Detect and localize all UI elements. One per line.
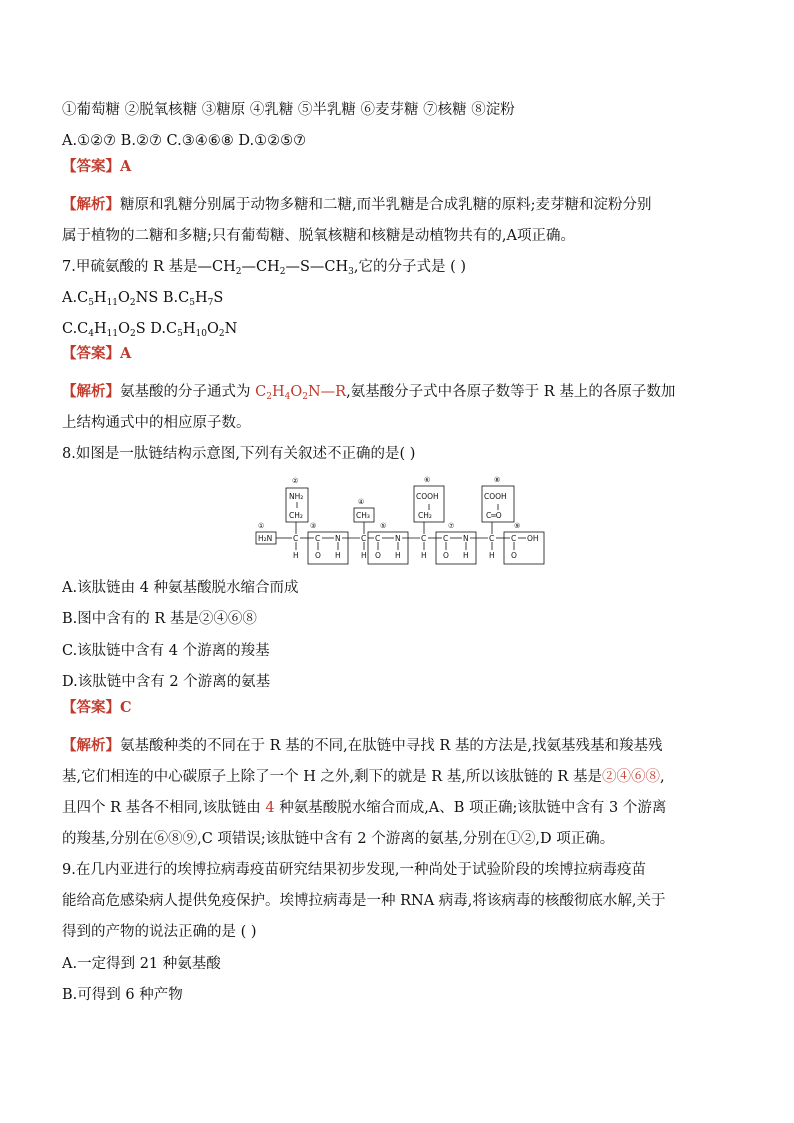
q8-answer xyxy=(62,697,132,719)
q7-options-cd: $C.C_4H_{11}O_2S$ $D.C_5H_{10}O_2N$ xyxy=(62,321,238,339)
analysis-tag: 【解析】 xyxy=(62,196,120,213)
label-5: ⑤ xyxy=(380,522,387,530)
answer-value: A xyxy=(120,345,132,362)
svg-text:OH: OH xyxy=(527,534,539,543)
answer-tag: 【答案】 xyxy=(62,158,120,175)
svg-text:C═O: C═O xyxy=(486,511,502,520)
svg-text:H: H xyxy=(395,551,401,560)
q6-options: A.①②⑦ B.②⑦ C.③④⑥⑧ D.①②⑤⑦ xyxy=(62,133,307,149)
label-6: ⑥ xyxy=(424,476,431,484)
analysis-tag: 【解析】 xyxy=(62,383,120,400)
svg-text:O: O xyxy=(511,551,517,560)
svg-text:N: N xyxy=(463,534,469,543)
q8-option-c: C.该肽链中含有 4 个游离的羧基 xyxy=(62,643,270,659)
svg-text:CH₂: CH₂ xyxy=(418,511,432,520)
label-4: ④ xyxy=(358,498,365,506)
svg-text:C: C xyxy=(315,534,321,543)
svg-text:H: H xyxy=(293,551,299,560)
svg-text:C: C xyxy=(443,534,449,543)
label-3: ③ xyxy=(310,522,317,530)
q8-analysis-line-4: 的羧基,分别在⑥⑧⑨,C 项错误;该肽链中含有 2 个游离的氨基,分别在①②,D 项正确。 xyxy=(62,831,615,847)
label-2: ② xyxy=(292,477,299,485)
svg-text:COOH: COOH xyxy=(416,492,439,501)
q8-stem: 8.如图是一肽链结构示意图,下列有关叙述不正确的是( ) xyxy=(62,446,416,462)
q9-stem-line-1: 9.在几内亚进行的埃博拉病毒疫苗研究结果初步发现,一种尚处于试验阶段的埃博拉病毒疫苗 xyxy=(62,862,646,878)
q7-analysis-line-1: 【解析】氨基酸的分子通式为 $C_2H_4O_2N—R$,氨基酸分子式中各原子数等于 R 基上的各原子数加 xyxy=(62,383,676,402)
svg-text:H₂N: H₂N xyxy=(258,534,273,543)
q8-analysis-line-2: 基,它们相连的中心碳原子上除了一个 H 之外,剩下的就是 R 基,所以该肽链的 R 基是②④⑥⑧, xyxy=(62,769,665,785)
svg-text:N: N xyxy=(335,534,341,543)
svg-text:O: O xyxy=(375,551,381,560)
svg-text:C: C xyxy=(293,534,299,543)
q8-analysis-line-3: 且四个 R 基各不相同,该肽链由 4 种氨基酸脱水缩合而成,A、B 项正确;该肽链中含有 3 个游离 xyxy=(62,800,667,816)
svg-text:H: H xyxy=(335,551,341,560)
answer-tag: 【答案】 xyxy=(62,699,120,716)
svg-text:H: H xyxy=(421,551,427,560)
svg-text:N: N xyxy=(395,534,401,543)
svg-text:C: C xyxy=(361,534,367,543)
q8-option-b: B.图中含有的 R 基是②④⑥⑧ xyxy=(62,611,257,627)
q9-stem-line-3: 得到的产物的说法正确的是 ( ) xyxy=(62,924,257,940)
peptide-chain-diagram xyxy=(250,474,550,570)
q6-answer xyxy=(62,156,131,178)
q8-analysis-line-1: 【解析】氨基酸种类的不同在于 R 基的不同,在肽链中寻找 R 基的方法是,找氨基残基和羧基残 xyxy=(62,737,663,754)
svg-text:CH₃: CH₃ xyxy=(356,511,370,520)
answer-value: C xyxy=(120,699,132,716)
general-formula: $C_2H_4O_2N—R$ xyxy=(255,384,347,402)
svg-text:C: C xyxy=(511,534,517,543)
svg-text:C: C xyxy=(375,534,381,543)
q6-analysis-line-2: 属于植物的二糖和多糖;只有葡萄糖、脱氧核糖和核糖是动植物共有的,A项正确。 xyxy=(62,228,575,244)
answer-value: A xyxy=(120,158,132,175)
q7-stem: 7.甲硫氨酸的 R 基是$—CH_2—CH_2—S—CH_3$,它的分子式是 ( ) xyxy=(62,259,467,277)
svg-text:C: C xyxy=(421,534,427,543)
q9-stem-line-2: 能给高危感染病人提供免疫保护。埃博拉病毒是一种 RNA 病毒,将该病毒的核酸彻底水解,关于 xyxy=(62,893,666,909)
label-9: ⑨ xyxy=(514,522,521,530)
q6-items: ①葡萄糖 ②脱氧核糖 ③糖原 ④乳糖 ⑤半乳糖 ⑥麦芽糖 ⑦核糖 ⑧淀粉 xyxy=(62,102,515,118)
q7-answer xyxy=(62,343,131,365)
analysis-tag: 【解析】 xyxy=(62,737,120,754)
svg-text:O: O xyxy=(443,551,449,560)
q9-option-a: A.一定得到 21 种氨基酸 xyxy=(62,956,221,972)
q7-options-ab: $A.C_5H_{11}O_2NS$ $B.C_5H_7S$ xyxy=(62,290,224,308)
svg-text:C: C xyxy=(489,534,495,543)
svg-text:COOH: COOH xyxy=(484,492,507,501)
label-8: ⑧ xyxy=(494,476,501,484)
svg-text:NH₂: NH₂ xyxy=(289,492,304,501)
svg-text:H: H xyxy=(463,551,469,560)
label-1: ① xyxy=(258,522,265,530)
q8-option-d: D.该肽链中含有 2 个游离的氨基 xyxy=(62,674,271,690)
svg-text:O: O xyxy=(315,551,321,560)
q9-option-b: B.可得到 6 种产物 xyxy=(62,987,183,1003)
label-7: ⑦ xyxy=(448,522,455,530)
q6-analysis-line-1: 【解析】糖原和乳糖分别属于动物多糖和二糖,而半乳糖是合成乳糖的原料;麦芽糖和淀粉分别 xyxy=(62,196,652,213)
q7-analysis-line-2: 上结构通式中的相应原子数。 xyxy=(62,415,251,431)
q8-option-a: A.该肽链由 4 种氨基酸脱水缩合而成 xyxy=(62,580,299,596)
svg-text:H: H xyxy=(361,551,367,560)
answer-tag: 【答案】 xyxy=(62,345,120,362)
svg-text:CH₂: CH₂ xyxy=(289,511,303,520)
svg-text:H: H xyxy=(489,551,495,560)
